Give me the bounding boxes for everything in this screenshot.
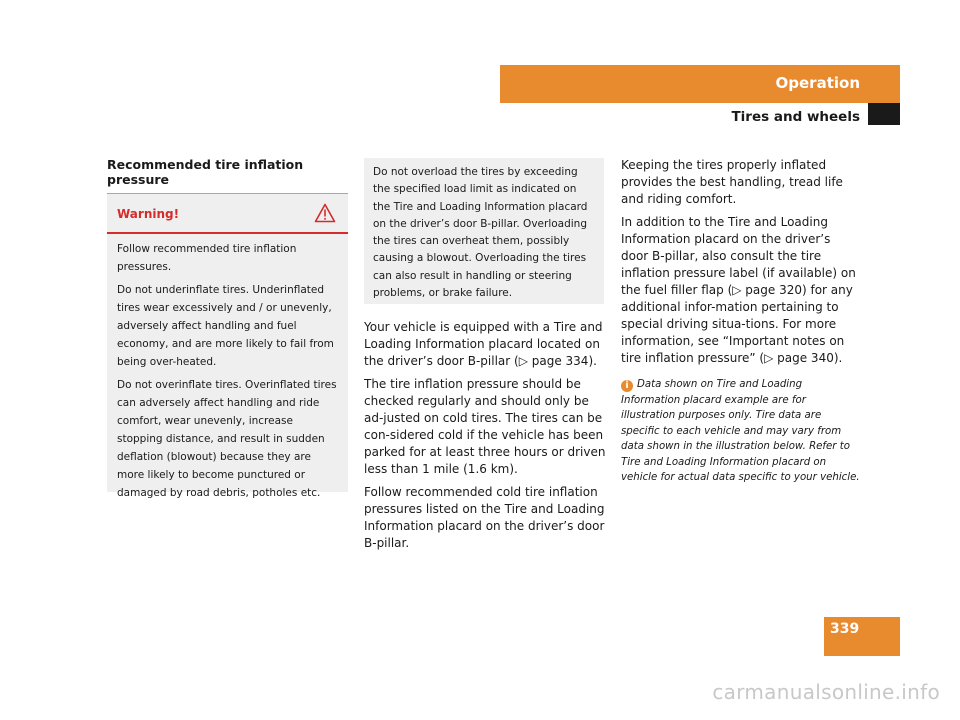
right-column — [621, 157, 861, 486]
warning-header — [107, 194, 348, 234]
subsection-title: Tires and wheels — [731, 109, 860, 125]
info-note — [621, 377, 861, 486]
section-title: Operation — [775, 74, 860, 92]
info-icon: i — [621, 380, 633, 392]
header-band — [500, 65, 900, 103]
warning-paragraph: Do not overinflate tires. Overinflated tires can adversely affect handling and ride comfort, wear unevenly, increase stopping distance, and result in sudden deflation (blowout) because they are more likely to become punctured or damaged by road debris, potholes etc. — [117, 379, 337, 499]
middle-column — [364, 319, 606, 558]
warning-paragraph: Follow recommended tire inflation pressures. — [117, 243, 297, 273]
body-paragraph: In addition to the Tire and Loading Information placard on the driver’s door B-pillar, also consult the tire inflation pressure label (if available) on the fuel filler flap (▷ page 320) for any additional infor-mation pertaining to special driving situa-tions. For more information, see “Important notes on tire inflation pressure” (▷ page 340). — [621, 215, 856, 365]
body-paragraph: Your vehicle is equipped with a Tire and Loading Information placard located on the driver’s door B-pillar (▷ page 334). — [364, 320, 603, 368]
warning-triangle-icon — [314, 203, 336, 223]
body-paragraph: Follow recommended cold tire inflation pressures listed on the Tire and Loading Information placard on the driver’s door B-pillar. — [364, 485, 605, 550]
watermark-text: carmanualsonline.info — [712, 680, 940, 704]
overload-note-box — [364, 158, 604, 304]
warning-body — [107, 234, 348, 502]
page-number: 339 — [830, 621, 860, 637]
left-column — [107, 157, 348, 197]
header-marker-block — [868, 103, 900, 125]
warning-paragraph: Do not underinflate tires. Underinflated tires wear excessively and / or unevenly, adversely affect handling and fuel economy, and are more likely to fail from being over-heated. — [117, 284, 334, 368]
info-note-text: Data shown on Tire and Loading Information placard example are for illustration purposes only. Tire data are specific to each vehicle and may vary from data shown in the illustration below. Refer to Tire and Loading Information placard on vehicle for actual data specific to your vehicle. — [621, 379, 860, 483]
body-paragraph: Keeping the tires properly inflated provides the best handling, tread life and riding comfort. — [621, 158, 843, 206]
section-heading: Recommended tire inflation pressure — [107, 157, 304, 187]
overload-note-text: Do not overload the tires by exceeding the specified load limit as indicated on the Tire and Loading Information placard on the driver’s door B-pillar. Overloading the tires can overheat them, possibly causing a blowout. Overloading the tires can also result in handling or steering problems, or brake failure. — [373, 166, 588, 300]
warning-box — [107, 194, 348, 499]
body-paragraph: The tire inflation pressure should be checked regularly and should only be ad-justed on cold tires. The tires can be con-sidered cold if the vehicle has been parked for at least three hours or driven less than 1 mile (1.6 km). — [364, 377, 606, 476]
warning-title: Warning! — [117, 207, 180, 221]
page-number-box — [824, 617, 900, 656]
